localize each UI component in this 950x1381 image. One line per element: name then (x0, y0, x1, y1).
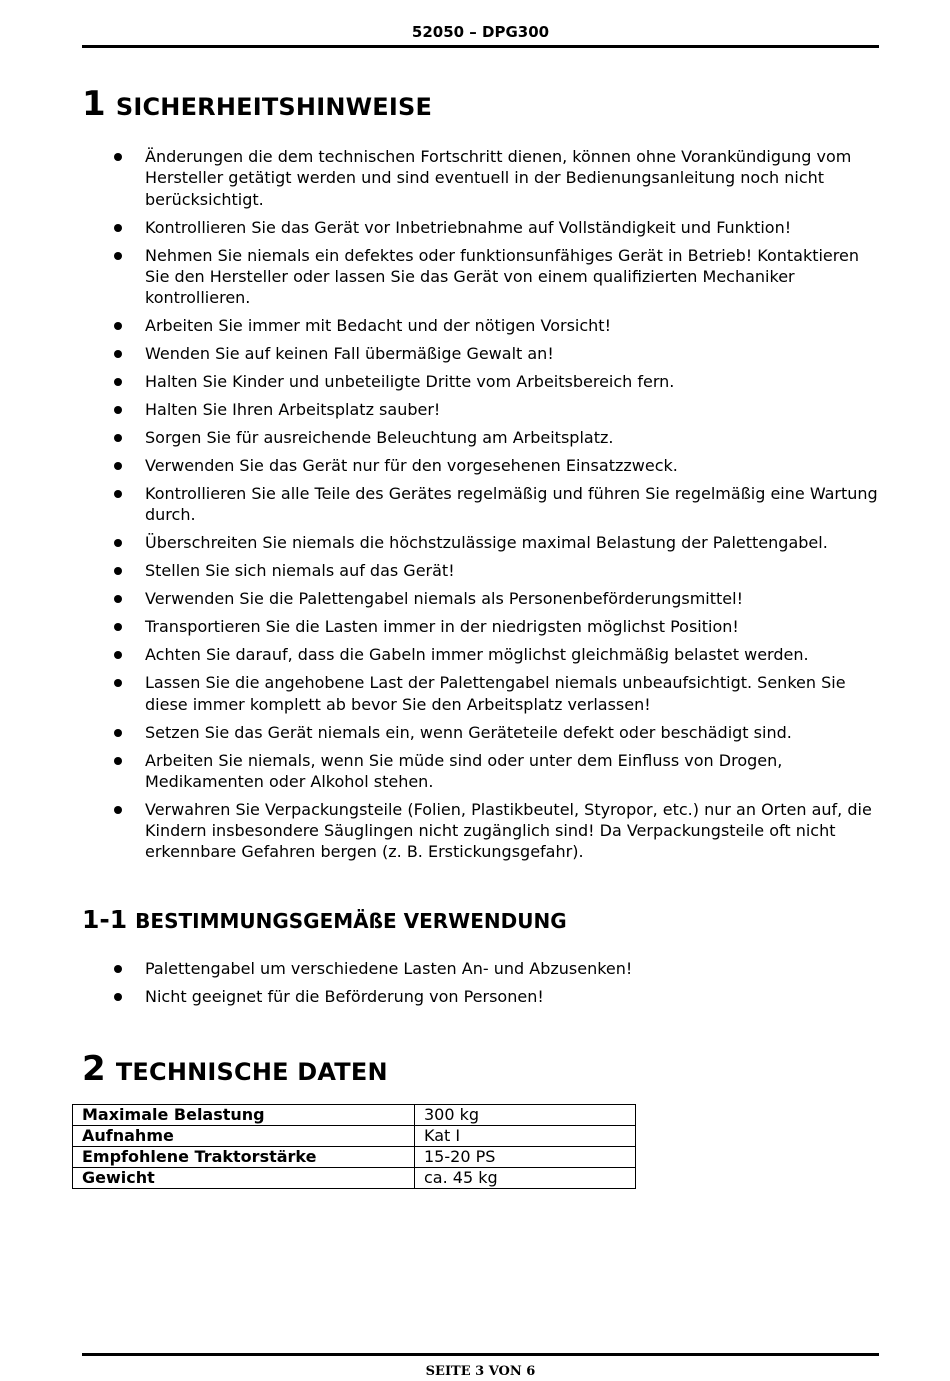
technical-data-table (72, 1104, 636, 1189)
safety-notes-list (0, 146, 950, 869)
table-row (73, 1105, 636, 1126)
list-item-text: Nicht geeignet für die Beförderung von Personen! (145, 986, 544, 1006)
list-item-text: Lassen Sie die angehobene Last der Palettengabel niemals unbeaufsichtigt. Senken Sie diese immer komplett ab bevor Sie den Arbeitsplatz verlassen! (145, 673, 846, 714)
bullet-icon (114, 567, 122, 575)
page-number: SEITE 3 VON 6 (425, 1364, 536, 1379)
list-item (0, 455, 950, 476)
bullet-icon (114, 623, 122, 631)
section-heading-technical-data (82, 1049, 388, 1089)
list-item-text: Verwenden Sie das Gerät nur für den vorgesehenen Einsatzzweck. (145, 456, 678, 476)
list-item-text: Halten Sie Ihren Arbeitsplatz sauber! (145, 400, 441, 420)
section-number: 1 (82, 84, 106, 124)
list-item-text: Überschreiten Sie niemals die höchstzulässige maximal Belastung der Palettengabel. (145, 533, 828, 553)
list-item (0, 799, 950, 863)
section-heading-safety (82, 84, 433, 124)
bullet-icon (114, 651, 122, 659)
spec-value: ca. 45 kg (415, 1168, 636, 1189)
list-item-text: Setzen Sie das Gerät niemals ein, wenn Geräteteile defekt oder beschädigt sind. (145, 722, 792, 742)
bullet-icon (114, 679, 122, 687)
table-row (73, 1147, 636, 1168)
list-item-text: Verwahren Sie Verpackungsteile (Folien, Plastikbeutel, Styropor, etc.) nur an Orten auf, die Kindern insbesondere Säuglingen nicht zugänglich sind! Da Verpackungsteile oft nicht erkennbare Gefahren bergen (z. B. Erstickungsgefahr). (145, 799, 872, 862)
bullet-icon (114, 490, 122, 498)
list-item-text: Verwenden Sie die Palettengabel niemals als Personenbeförderungsmittel! (145, 589, 743, 609)
header-divider (82, 45, 879, 48)
list-item (0, 644, 950, 665)
list-item (0, 588, 950, 609)
list-item (0, 672, 950, 715)
bullet-icon (114, 595, 122, 603)
list-item (0, 986, 950, 1007)
list-item-text: Arbeiten Sie immer mit Bedacht und der nötigen Vorsicht! (145, 316, 611, 336)
bullet-icon (114, 153, 122, 161)
list-item (0, 616, 950, 637)
list-item (0, 371, 950, 392)
list-item (0, 399, 950, 420)
list-item (0, 722, 950, 743)
list-item-text: Achten Sie darauf, dass die Gabeln immer möglichst gleichmäßig belastet werden. (145, 645, 809, 665)
list-item-text: Kontrollieren Sie alle Teile des Gerätes regelmäßig und führen Sie regelmäßig eine Wartung durch. (145, 484, 878, 525)
list-item-text: Wenden Sie auf keinen Fall übermäßige Gewalt an! (145, 344, 554, 364)
bullet-icon (114, 350, 122, 358)
spec-value: 15-20 PS (415, 1147, 636, 1168)
list-item (0, 750, 950, 793)
list-item-text: Halten Sie Kinder und unbeteiligte Dritte vom Arbeitsbereich fern. (145, 372, 675, 392)
spec-label: Maximale Belastung (73, 1105, 415, 1126)
document-header: 52050 – DPG300 (411, 23, 550, 41)
table-row (73, 1126, 636, 1147)
bullet-icon (114, 757, 122, 765)
list-item (0, 217, 950, 238)
list-item (0, 560, 950, 581)
list-item (0, 343, 950, 364)
bullet-icon (114, 322, 122, 330)
spec-value: Kat I (415, 1126, 636, 1147)
list-item-text: Nehmen Sie niemals ein defektes oder funktionsunfähiges Gerät in Betrieb! Kontaktieren Sie den Hersteller oder lassen Sie das Gerät von einem qualifizierten Mechaniker kontrollieren. (145, 245, 859, 308)
bullet-icon (114, 252, 122, 260)
intended-use-list (0, 958, 950, 1014)
section-title: SICHERHEITSHINWEISE (115, 93, 433, 121)
bullet-icon (114, 406, 122, 414)
footer-divider (82, 1353, 879, 1356)
bullet-icon (114, 965, 122, 973)
spec-label: Empfohlene Traktorstärke (73, 1147, 415, 1168)
spec-label: Gewicht (73, 1168, 415, 1189)
list-item (0, 532, 950, 553)
list-item (0, 315, 950, 336)
list-item-text: Transportieren Sie die Lasten immer in der niedrigsten möglichst Position! (145, 617, 739, 637)
list-item (0, 245, 950, 309)
bullet-icon (114, 539, 122, 547)
list-item (0, 958, 950, 979)
section-heading-intended-use (82, 906, 567, 935)
list-item (0, 427, 950, 448)
list-item-text: Sorgen Sie für ausreichende Beleuchtung am Arbeitsplatz. (145, 428, 614, 448)
bullet-icon (114, 729, 122, 737)
list-item-text: Änderungen die dem technischen Fortschritt dienen, können ohne Vorankündigung vom Hersteller getätigt werden und sind eventuell in der Bedienungsanleitung noch nicht berücksichtigt. (145, 147, 852, 209)
spec-value: 300 kg (415, 1105, 636, 1126)
section-number: 1-1 (82, 905, 128, 934)
bullet-icon (114, 993, 122, 1001)
section-number: 2 (82, 1049, 106, 1089)
list-item-text: Palettengabel um verschiedene Lasten An- und Abzusenken! (145, 959, 633, 978)
section-title: BESTIMMUNGSGEMÄßE VERWENDUNG (135, 909, 567, 933)
bullet-icon (114, 224, 122, 232)
table-row (73, 1168, 636, 1189)
list-item (0, 146, 950, 210)
bullet-icon (114, 434, 122, 442)
spec-label: Aufnahme (73, 1126, 415, 1147)
list-item-text: Stellen Sie sich niemals auf das Gerät! (145, 561, 455, 581)
section-title: TECHNISCHE DATEN (115, 1058, 388, 1086)
bullet-icon (114, 462, 122, 470)
list-item (0, 483, 950, 526)
bullet-icon (114, 378, 122, 386)
list-item-text: Arbeiten Sie niemals, wenn Sie müde sind oder unter dem Einfluss von Drogen, Medikamenten oder Alkohol stehen. (145, 750, 783, 791)
bullet-icon (114, 806, 122, 814)
list-item-text: Kontrollieren Sie das Gerät vor Inbetriebnahme auf Vollständigkeit und Funktion! (145, 217, 792, 237)
